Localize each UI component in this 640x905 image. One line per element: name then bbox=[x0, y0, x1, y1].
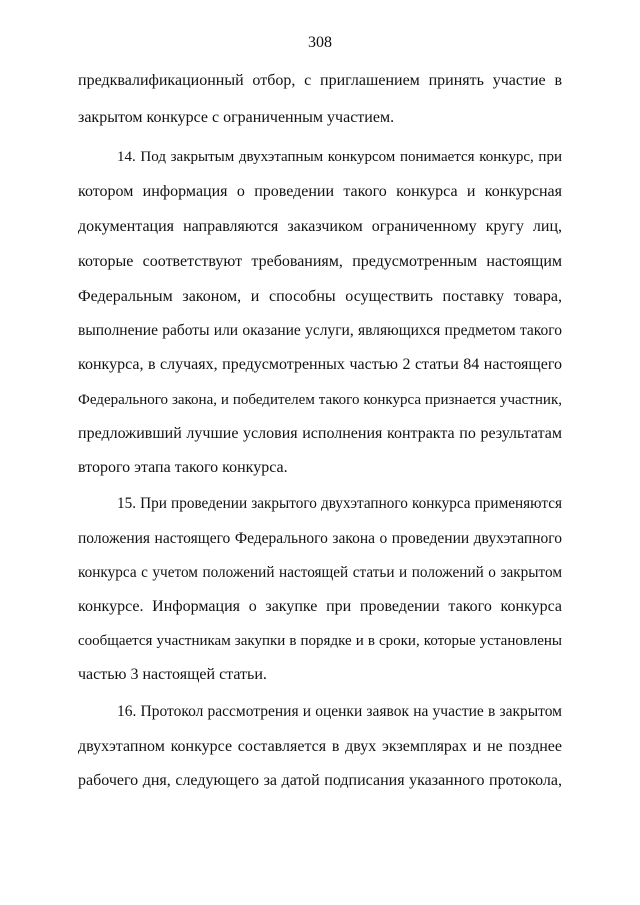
text-line: выполнение работы или оказание услуги, являющихся предметом такого bbox=[78, 322, 562, 339]
text-line: документация направляются заказчиком ограниченному кругу лиц, bbox=[78, 218, 562, 235]
text-line: конкурса с учетом положений настоящей статьи и положений о закрытом bbox=[78, 564, 562, 581]
text-line: 14. Под закрытым двухэтапным конкурсом понимается конкурс, при bbox=[117, 149, 562, 165]
text-line: конкурсе. Информация о закупке при проведении такого конкурса bbox=[78, 598, 562, 615]
text-line: предквалификационный отбор, с приглашением принять участие в bbox=[78, 72, 562, 89]
text-line: положения настоящего Федерального закона о проведении двухэтапного bbox=[78, 530, 562, 547]
text-line: двухэтапном конкурсе составляется в двух экземплярах и не позднее bbox=[78, 738, 562, 755]
text-line: предложивший лучшие условия исполнения контракта по результатам bbox=[78, 425, 562, 442]
text-line: частью 3 настоящей статьи. bbox=[78, 666, 267, 683]
text-line: второго этапа такого конкурса. bbox=[78, 459, 288, 476]
text-line: сообщается участникам закупки в порядке и в сроки, которые установлены bbox=[78, 633, 562, 649]
page-number: 308 bbox=[308, 34, 332, 51]
text-line: которые соответствуют требованиям, предусмотренным настоящим bbox=[78, 253, 562, 270]
text-line: рабочего дня, следующего за датой подписания указанного протокола, bbox=[78, 772, 562, 789]
text-line: Федерального закона, и победителем такого конкурса признается участник, bbox=[78, 392, 562, 408]
text-line: 16. Протокол рассмотрения и оценки заявок на участие в закрытом bbox=[117, 703, 562, 720]
text-line: котором информация о проведении такого конкурса и конкурсная bbox=[78, 183, 562, 200]
text-line: Федеральным законом, и способны осуществить поставку товара, bbox=[78, 288, 562, 305]
text-line: конкурса, в случаях, предусмотренных частью 2 статьи 84 настоящего bbox=[78, 356, 562, 373]
text-line: закрытом конкурсе с ограниченным участием. bbox=[78, 109, 395, 126]
text-line: 15. При проведении закрытого двухэтапного конкурса применяются bbox=[117, 495, 562, 512]
